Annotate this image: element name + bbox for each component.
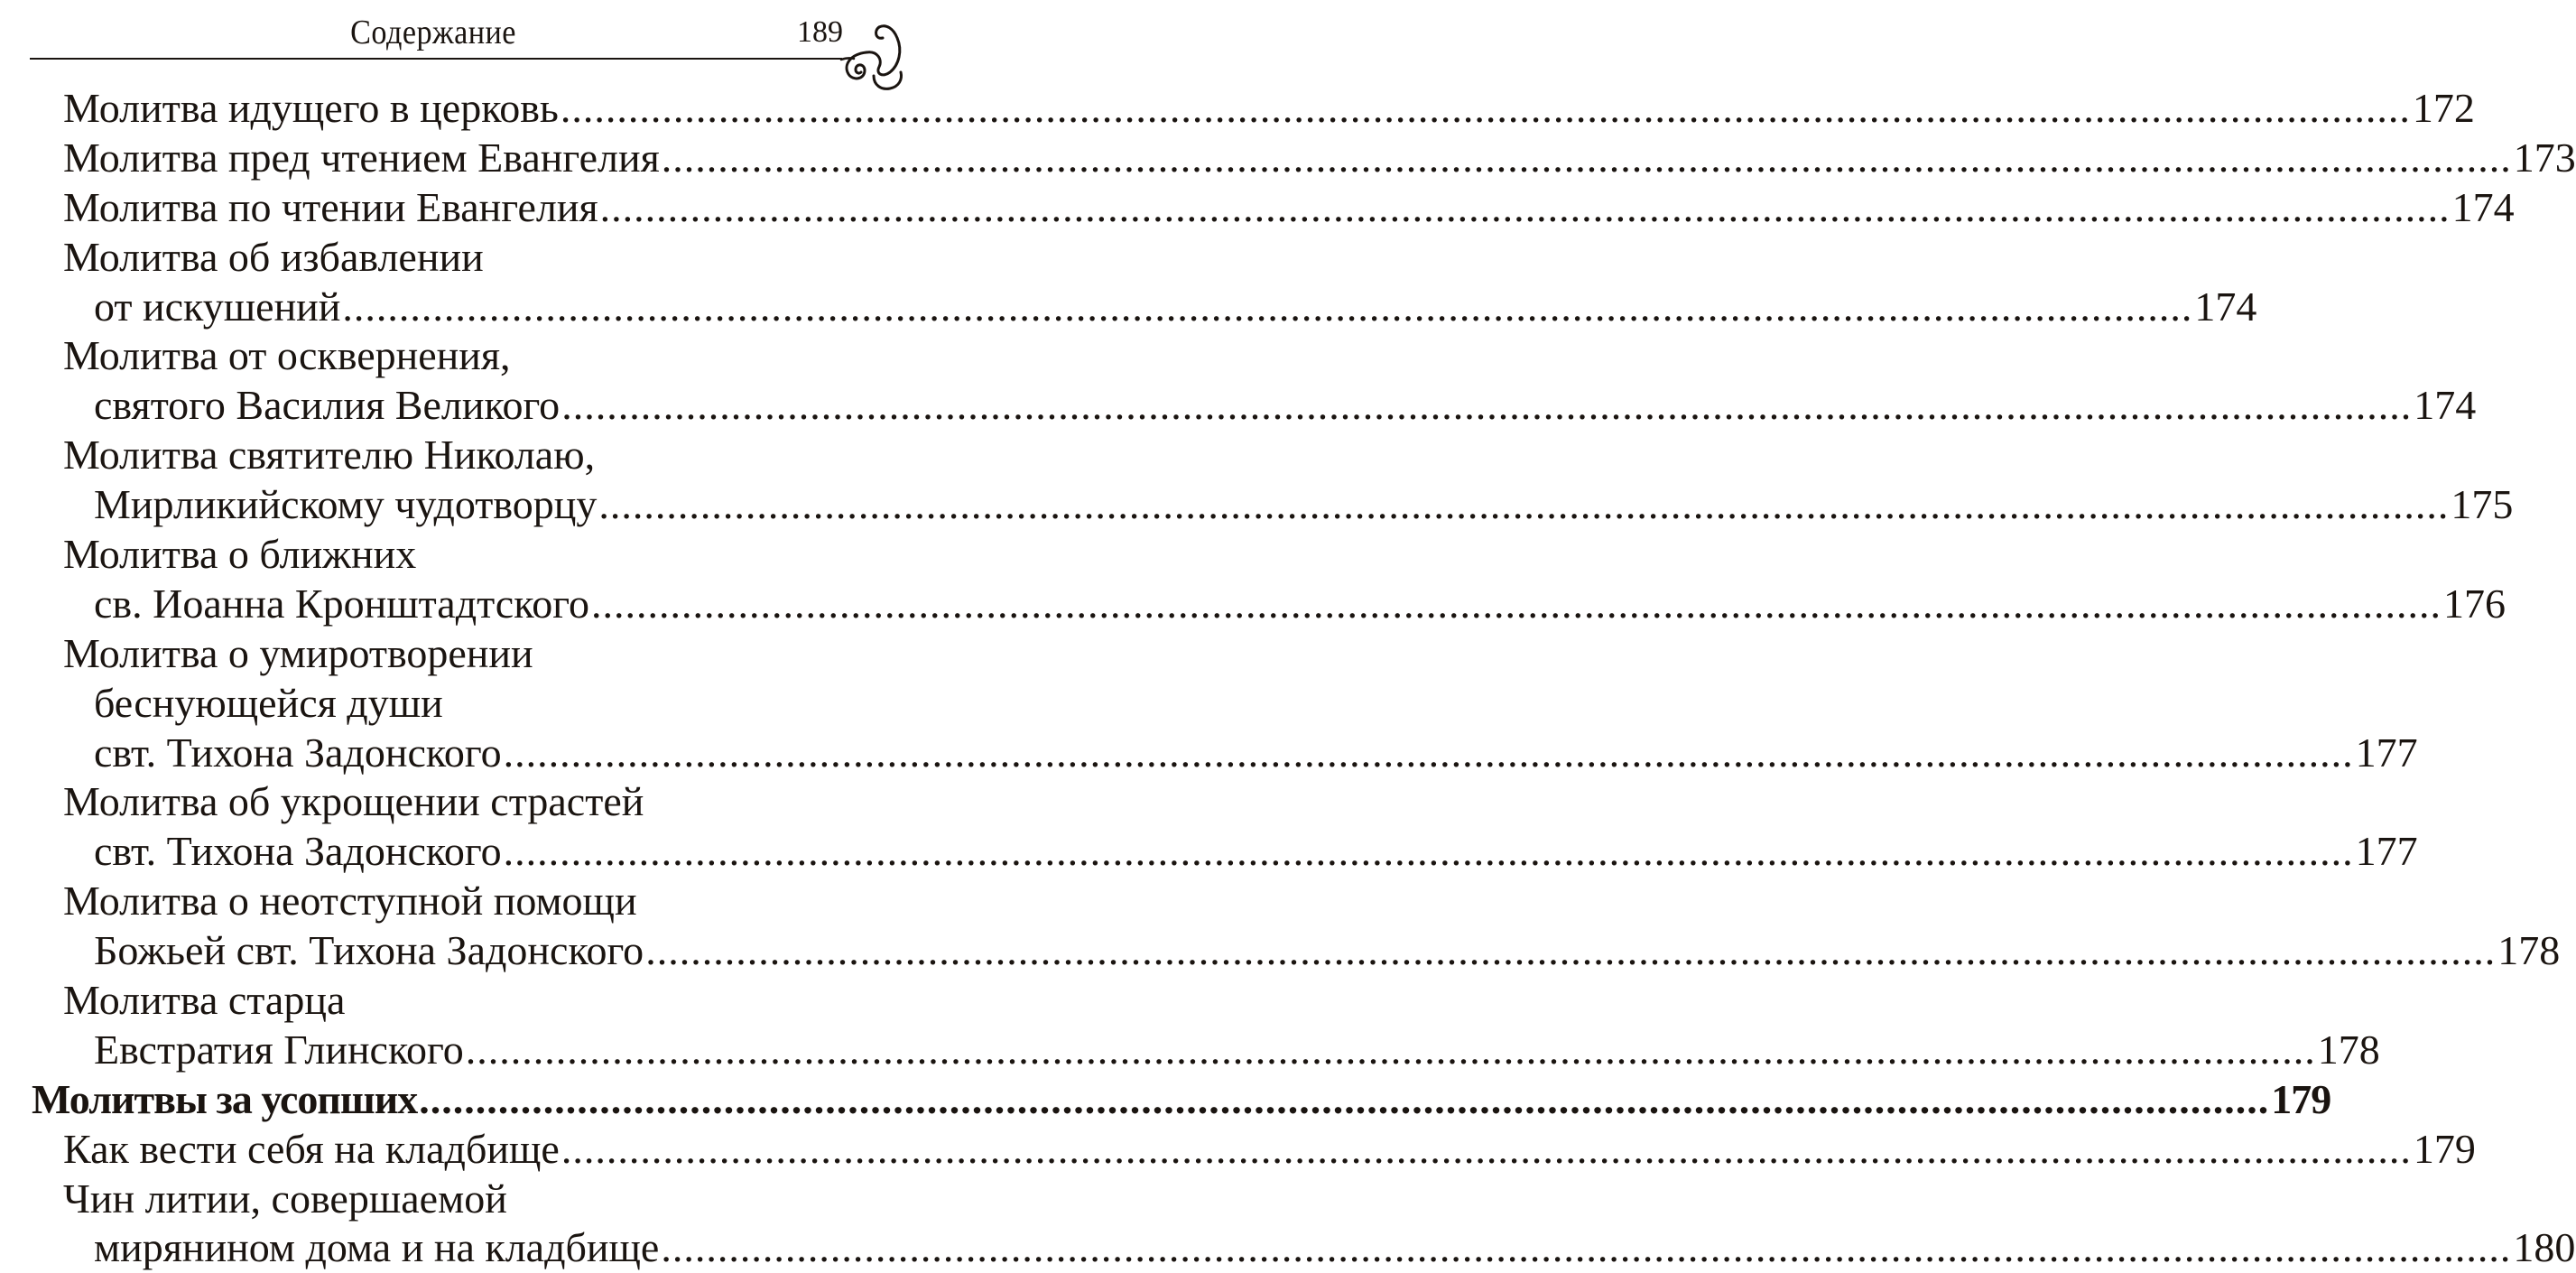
entry-page-number: 176 — [2442, 580, 2506, 627]
entry-title: Чин литии, совершаемой — [63, 1175, 507, 1222]
toc-line — [0, 530, 908, 580]
dot-leader — [662, 134, 2512, 183]
toc-line — [0, 926, 2561, 976]
toc-entry — [0, 777, 2418, 877]
entry-title: св. Иоанна Кронштадтского — [94, 580, 589, 627]
page-number: 189 — [797, 15, 843, 49]
entry-page-number: 173 — [2513, 134, 2576, 181]
toc-entry — [0, 629, 2418, 778]
toc-line — [0, 431, 908, 480]
toc-line — [0, 679, 908, 729]
entry-title: Молитва от осквернения, — [63, 332, 511, 379]
entry-title: мирянином дома и на кладбище — [94, 1224, 660, 1271]
dot-leader — [504, 729, 2354, 778]
entry-title: свт. Тихона Задонского — [94, 828, 502, 875]
table-of-contents — [0, 84, 2576, 1273]
dot-leader — [600, 183, 2451, 233]
header-title: Содержание — [350, 14, 516, 51]
toc-line — [0, 1175, 908, 1224]
toc-entry — [0, 84, 2475, 134]
toc-entry — [0, 183, 2515, 233]
entry-title: Молитва по чтении Евангелия — [63, 183, 598, 230]
entry-page-number: 177 — [2355, 729, 2418, 776]
toc-entry — [0, 1175, 2576, 1273]
toc-line — [0, 331, 908, 381]
entry-page-number: 178 — [2497, 927, 2561, 974]
dot-leader — [598, 480, 2449, 530]
toc-line — [0, 381, 2477, 431]
entry-title: свт. Тихона Задонского — [94, 729, 502, 776]
entry-title: беснующейся души — [94, 679, 443, 726]
entry-page-number: 175 — [2451, 481, 2514, 528]
header-rule — [30, 58, 842, 60]
toc-line — [0, 84, 2475, 134]
entry-title: Молитва старца — [63, 977, 346, 1024]
dot-leader — [419, 1075, 2269, 1125]
entry-page-number: 174 — [2451, 183, 2515, 230]
dot-leader — [504, 827, 2354, 877]
entry-page-number: 177 — [2355, 828, 2418, 875]
toc-line — [0, 283, 2257, 332]
entry-page-number: 180 — [2513, 1224, 2576, 1271]
entry-title: Молитвы за усопших — [32, 1075, 418, 1122]
entry-title: Молитва святителю Николаю, — [63, 432, 596, 479]
toc-entry — [0, 877, 2561, 976]
dot-leader — [342, 283, 2192, 332]
toc-line — [0, 1026, 2380, 1075]
entry-title: Молитва пред чтением Евангелия — [63, 134, 660, 181]
toc-line — [0, 827, 2418, 877]
toc-line — [0, 777, 908, 827]
entry-page-number: 172 — [2412, 85, 2475, 131]
dot-leader — [561, 381, 2412, 431]
toc-line — [0, 233, 908, 283]
entry-title: Молитва о умиротворении — [63, 629, 533, 676]
entry-title: Молитва идущего в церковь — [63, 85, 559, 131]
toc-line — [0, 134, 2576, 183]
entry-title: от искушений — [94, 283, 341, 330]
dot-leader — [466, 1026, 2316, 1075]
toc-line — [0, 629, 908, 679]
dot-leader — [645, 926, 2496, 976]
entry-title: Как вести себя на кладбище — [63, 1125, 560, 1172]
entry-title: Молитва об избавлении — [63, 233, 484, 280]
entry-title: Мирликийскому чудотворцу — [94, 481, 598, 528]
entry-page-number: 178 — [2317, 1026, 2380, 1073]
entry-title: Молитва о ближних — [63, 531, 417, 578]
entry-title: Молитва о неотступной помощи — [63, 878, 637, 925]
toc-line — [0, 1075, 2331, 1125]
toc-entry — [0, 1125, 2476, 1175]
toc-section-entry — [0, 1075, 2331, 1125]
toc-entry — [0, 976, 2380, 1075]
entry-title: Евстратия Глинского — [94, 1026, 464, 1073]
entry-title: святого Василия Великого — [94, 382, 561, 429]
dot-leader — [561, 84, 2411, 134]
entry-page-number: 174 — [2194, 283, 2257, 330]
toc-entry — [0, 431, 2514, 530]
toc-line — [0, 1223, 2576, 1273]
toc-line — [0, 183, 2515, 233]
toc-entry — [0, 530, 2506, 629]
toc-line — [0, 480, 2514, 530]
toc-line — [0, 877, 908, 926]
dot-leader — [661, 1223, 2511, 1273]
dot-leader — [561, 1125, 2412, 1175]
entry-title: Молитва об укрощении страстей — [63, 778, 644, 825]
toc-line — [0, 976, 908, 1026]
toc-line — [0, 1125, 2476, 1175]
entry-title: Божьей свт. Тихона Задонского — [94, 927, 644, 974]
entry-page-number: 179 — [2413, 1125, 2476, 1172]
entry-page-number: 174 — [2414, 382, 2477, 429]
toc-entry — [0, 233, 2257, 332]
dot-leader — [591, 580, 2442, 629]
toc-line — [0, 729, 2418, 778]
toc-entry — [0, 331, 2477, 431]
toc-entry — [0, 134, 2576, 183]
toc-line — [0, 580, 2506, 629]
entry-page-number: 179 — [2271, 1075, 2331, 1122]
